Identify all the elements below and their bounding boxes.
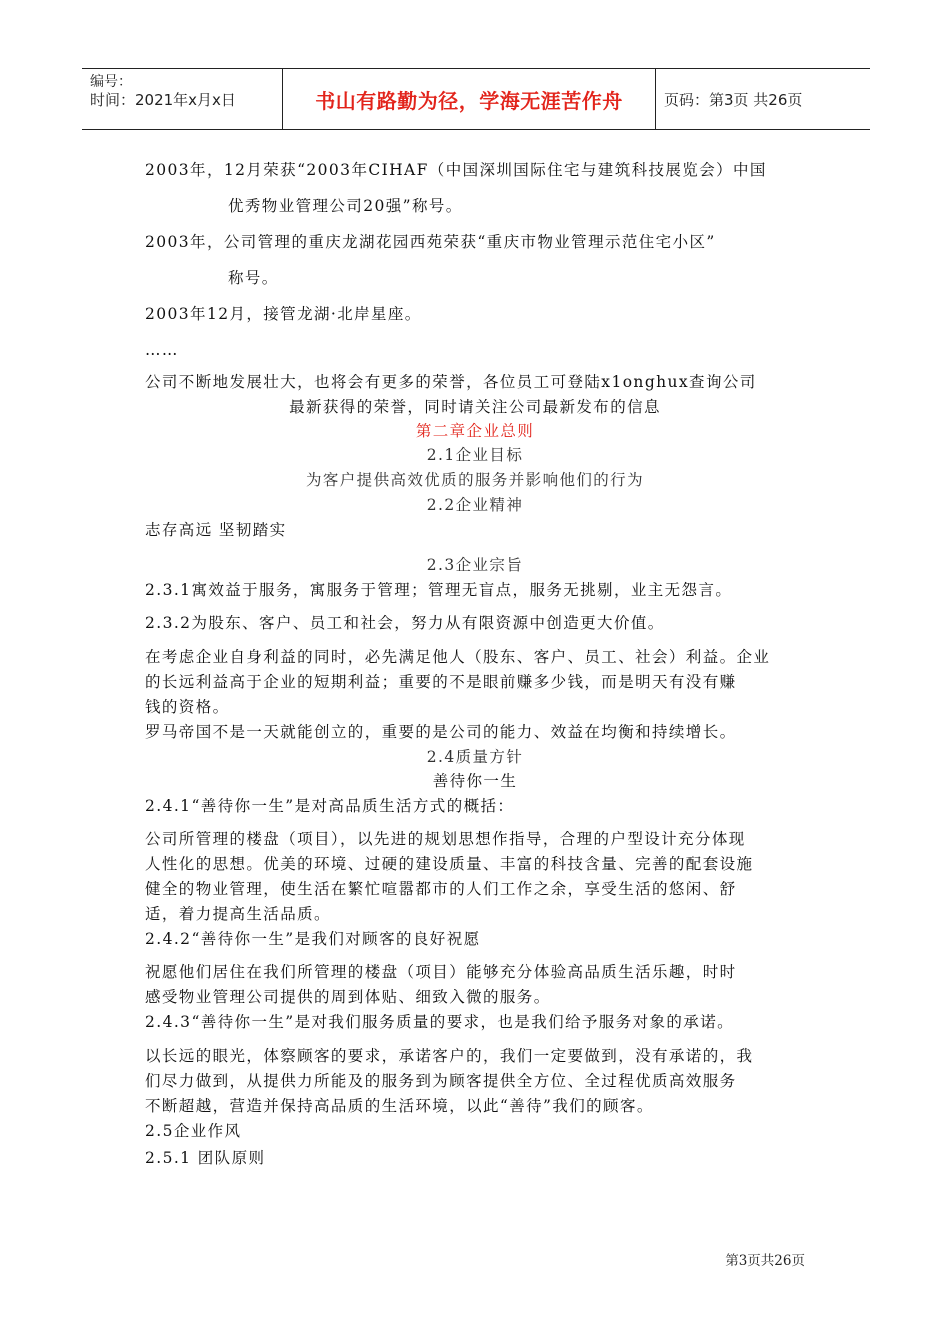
paragraph-line: 2.4.1“善待你一生”是对高品质生活方式的概括： — [145, 797, 515, 815]
section-text: 为客户提供高效优质的服务并影响他们的行为 — [305, 471, 644, 489]
paragraph-line: 2.3.1寓效益于服务，寓服务于管理；管理无盲点，服务无挑剔，业主无怨言。 — [145, 581, 733, 599]
section-heading: 2.5企业作风 — [145, 1122, 242, 1140]
paragraph-line: 称号。 — [228, 269, 279, 287]
header-motto: 书山有路勤为径，学海无涯苦作舟 — [315, 89, 623, 113]
paragraph-line: 的长远利益高于企业的短期利益；重要的不是眼前赚多少钱，而是明天有没有赚 — [145, 673, 737, 691]
section-heading: 2.3企业宗旨 — [426, 556, 524, 574]
document-date-label: 时间：2021年x月x日 — [90, 91, 236, 109]
document-code-label: 编号： — [90, 74, 132, 90]
paragraph-line: 2.3.2为股东、客户、员工和社会，努力从有限资源中创造更大价值。 — [145, 614, 665, 632]
section-text: 志存高远 坚韧踏实 — [145, 521, 287, 539]
paragraph-line: 适，着力提高生活品质。 — [145, 905, 331, 923]
paragraph-line: 罗马帝国不是一天就能创立的，重要的是公司的能力、效益在均衡和持续增长。 — [145, 723, 737, 741]
section-heading: 2.1企业目标 — [426, 446, 524, 464]
paragraph-line: 感受物业管理公司提供的周到体贴、细致入微的服务。 — [145, 988, 551, 1006]
paragraph-line: 2003年12月，接管龙湖·北岸星座。 — [145, 305, 422, 323]
paragraph-line: 在考虑企业自身利益的同时，必先满足他人（股东、客户、员工、社会）利益。企业 — [145, 648, 771, 666]
page-footer-number: 第3页共26页 — [725, 1253, 805, 1269]
section-heading: 2.5.1 团队原则 — [145, 1149, 266, 1167]
document-header — [82, 68, 870, 130]
section-heading: 2.2企业精神 — [426, 496, 524, 514]
chapter-heading: 第二章企业总则 — [415, 422, 535, 440]
paragraph-line: 2.4.2“善待你一生”是我们对顾客的良好祝愿 — [145, 930, 481, 948]
header-motto-cell — [282, 69, 656, 129]
paragraph-line: 最新获得的荣誉，同时请关注公司最新发布的信息 — [289, 398, 661, 416]
section-heading: 2.4质量方针 — [426, 748, 524, 766]
paragraph-line: 2.4.3“善待你一生”是对我们服务质量的要求，也是我们给予服务对象的承诺。 — [145, 1013, 734, 1031]
header-left-cell — [82, 69, 282, 129]
paragraph-line: 2003年，公司管理的重庆龙湖花园西苑荣获“重庆市物业管理示范住宅小区” — [145, 233, 716, 251]
paragraph-line: 不断超越，营造并保持高品质的生活环境，以此“善待”我们的顾客。 — [145, 1097, 654, 1115]
ellipsis: …… — [145, 341, 179, 359]
paragraph-line: 以长远的眼光，体察顾客的要求，承诺客户的，我们一定要做到，没有承诺的，我 — [145, 1047, 754, 1065]
section-motto: 善待你一生 — [432, 772, 518, 790]
paragraph-line: 2003年，12月荣获“2003年CIHAF（中国深圳国际住宅与建筑科技展览会）中国 — [145, 161, 767, 179]
paragraph-line: 公司不断地发展壮大，也将会有更多的荣誉，各位员工可登陆x1onghux查询公司 — [145, 373, 757, 391]
paragraph-line: 祝愿他们居住在我们所管理的楼盘（项目）能够充分体验高品质生活乐趣，时时 — [145, 963, 737, 981]
paragraph-line: 人性化的思想。优美的环境、过硬的建设质量、丰富的科技含量、完善的配套设施 — [145, 855, 754, 873]
paragraph-line: 公司所管理的楼盘（项目），以先进的规划思想作指导，合理的户型设计充分体现 — [145, 830, 746, 848]
paragraph-line: 们尽力做到，从提供力所能及的服务到为顾客提供全方位、全过程优质高效服务 — [145, 1072, 737, 1090]
header-right-cell — [656, 69, 870, 129]
paragraph-line: 钱的资格。 — [145, 698, 230, 716]
paragraph-line: 健全的物业管理，使生活在繁忙喧嚣都市的人们工作之余，享受生活的悠闲、舒 — [145, 880, 737, 898]
paragraph-line: 优秀物业管理公司20强”称号。 — [228, 197, 463, 215]
header-page-number: 页码：第3页 共26页 — [664, 91, 803, 109]
